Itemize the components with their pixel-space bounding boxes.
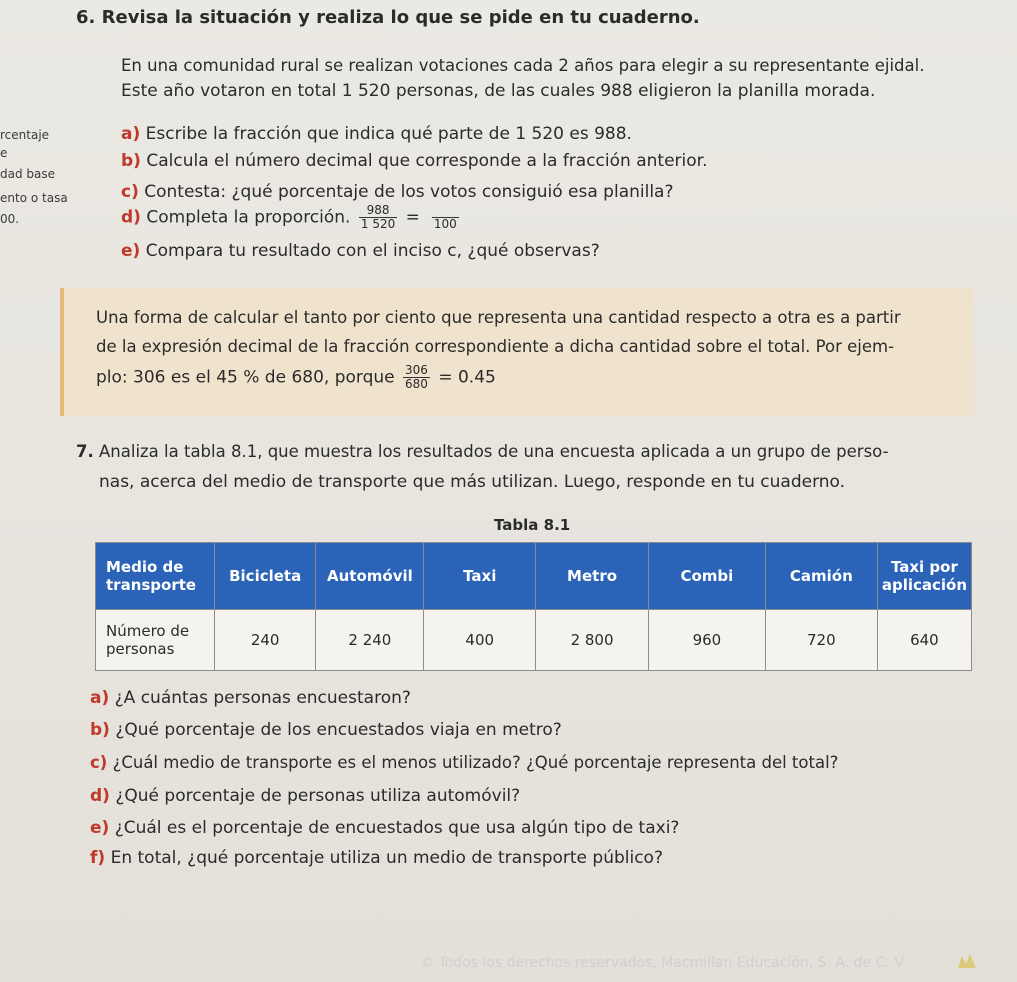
q7-item-a-text: ¿A cuántas personas encuestaron?: [114, 688, 411, 708]
table-header-cell: Camión: [765, 543, 877, 610]
q7-item-d-letter: d): [90, 786, 110, 806]
table-header-cell: Metro: [536, 543, 649, 610]
q7-item-c-text: ¿Cuál medio de transporte es el menos utilizado? ¿Qué porcentaje representa del total?: [112, 753, 839, 772]
info-box-line3-prefix: plo: 306 es el 45 % de 680, porque: [96, 367, 395, 388]
q7-item-d-text: ¿Qué porcentaje de personas utiliza automóvil?: [115, 786, 521, 806]
question-7-line1: [76, 442, 889, 461]
info-box-line2: de la expresión decimal de la fracción correspondiente a dicha cantidad sobre el total. Por ejem-: [96, 337, 895, 356]
table-cell: 960: [649, 610, 766, 671]
transport-table: [95, 542, 972, 671]
q6-item-d-text: Completa la proporción.: [146, 207, 351, 228]
question-6-number: 6.: [76, 7, 96, 28]
info-fraction-denominator: 680: [405, 377, 428, 391]
q6-fraction-988-1520: [359, 204, 397, 231]
q6-item-a-text: Escribe la fracción que indica qué parte de 1 520 es 988.: [145, 124, 632, 144]
q7-item-f: [90, 848, 663, 868]
fraction-blank-numerator: [428, 204, 462, 217]
table-header-cell: Taxi por aplicación: [877, 543, 971, 610]
info-box-line3: [96, 364, 496, 391]
q6-item-e-letter: e): [121, 241, 141, 261]
question-7-line1-text: Analiza la tabla 8.1, que muestra los resultados de una encuesta aplicada a un grupo de perso-: [99, 442, 889, 461]
q7-item-b: [90, 720, 562, 740]
question-6-intro-line2: Este año votaron en total 1 520 personas, de las cuales 988 eligieron la planilla morada.: [121, 81, 876, 101]
table-header-cell: Combi: [649, 543, 766, 610]
table-cell: 720: [765, 610, 877, 671]
copyright-footer: © Todos los derechos reservados, Macmillan Educación, S. A. de C. V.: [420, 955, 907, 971]
q6-item-b-text: Calcula el número decimal que corresponde a la fracción anterior.: [146, 151, 708, 171]
publisher-logo-svg: [956, 950, 978, 972]
table-cell: 2 240: [316, 610, 424, 671]
q7-item-d: [90, 786, 520, 806]
q6-item-e: [121, 241, 600, 261]
q6-item-c-text: Contesta: ¿qué porcentaje de los votos consiguió esa planilla?: [144, 182, 674, 202]
question-6-title-text: Revisa la situación y realiza lo que se pide en tu cuaderno.: [101, 7, 700, 28]
margin-note-5: 00.: [0, 212, 20, 226]
q7-item-e: [90, 818, 679, 838]
fraction-denominator: 1 520: [360, 217, 396, 231]
question-6-intro-line1: En una comunidad rural se realizan votaciones cada 2 años para elegir a su representante ejidal.: [121, 56, 925, 75]
margin-note-2: e: [0, 146, 8, 160]
table-cell: 2 800: [536, 610, 649, 671]
table-row: [96, 610, 972, 671]
table-cell: Número de personas: [96, 610, 215, 671]
table-header-row: [96, 543, 972, 610]
table-header-cell: Taxi: [424, 543, 536, 610]
q6-fraction-blank-100: [428, 204, 462, 231]
q6-item-b: [121, 151, 707, 171]
q6-item-c-letter: c): [121, 182, 139, 202]
question-7-number: 7.: [76, 442, 94, 461]
table-header-cell: Bicicleta: [214, 543, 315, 610]
q6-item-a-letter: a): [121, 124, 141, 144]
margin-note-1: rcentaje: [0, 128, 50, 142]
q7-item-f-text: En total, ¿qué porcentaje utiliza un medio de transporte público?: [110, 848, 663, 868]
q6-item-b-letter: b): [121, 151, 141, 171]
fraction-numerator: 988: [366, 203, 390, 217]
table-cell: 400: [424, 610, 536, 671]
q7-item-f-letter: f): [90, 848, 106, 868]
table-header-cell: Medio de transporte: [96, 543, 215, 610]
q7-item-a: [90, 688, 411, 708]
info-box-line1: Una forma de calcular el tanto por ciento que representa una cantidad respecto a otra es a partir: [96, 308, 901, 327]
info-box-fraction: [403, 364, 430, 391]
fraction-denominator-100: 100: [433, 217, 457, 231]
question-7-line2: nas, acerca del medio de transporte que más utilizan. Luego, responde en tu cuaderno.: [99, 472, 846, 492]
table-cell: 640: [877, 610, 971, 671]
info-box-line3-suffix: = 0.45: [438, 367, 496, 388]
info-box: [60, 288, 974, 416]
q7-item-b-letter: b): [90, 720, 110, 740]
q6-item-c: [121, 182, 674, 202]
publisher-logo-icon: [956, 950, 978, 976]
q6-item-e-text: Compara tu resultado con el inciso c, ¿qué observas?: [145, 241, 600, 261]
q7-item-e-letter: e): [90, 818, 110, 838]
q7-item-c: [90, 753, 838, 772]
equals-sign: =: [405, 207, 420, 228]
question-6-title: [76, 7, 700, 28]
q6-item-d: [121, 204, 465, 231]
q7-item-a-letter: a): [90, 688, 110, 708]
q7-item-c-letter: c): [90, 753, 108, 772]
q7-item-b-text: ¿Qué porcentaje de los encuestados viaja en metro?: [115, 720, 562, 740]
q6-item-d-letter: d): [121, 207, 141, 228]
margin-note-4: ento o tasa: [0, 191, 68, 205]
info-fraction-numerator: 306: [405, 363, 428, 377]
q6-item-a: [121, 124, 632, 144]
table-header-cell: Automóvil: [316, 543, 424, 610]
table-caption: Tabla 8.1: [494, 516, 571, 534]
table-cell: 240: [214, 610, 315, 671]
q7-item-e-text: ¿Cuál es el porcentaje de encuestados que usa algún tipo de taxi?: [114, 818, 680, 838]
margin-note-3: dad base: [0, 167, 56, 181]
